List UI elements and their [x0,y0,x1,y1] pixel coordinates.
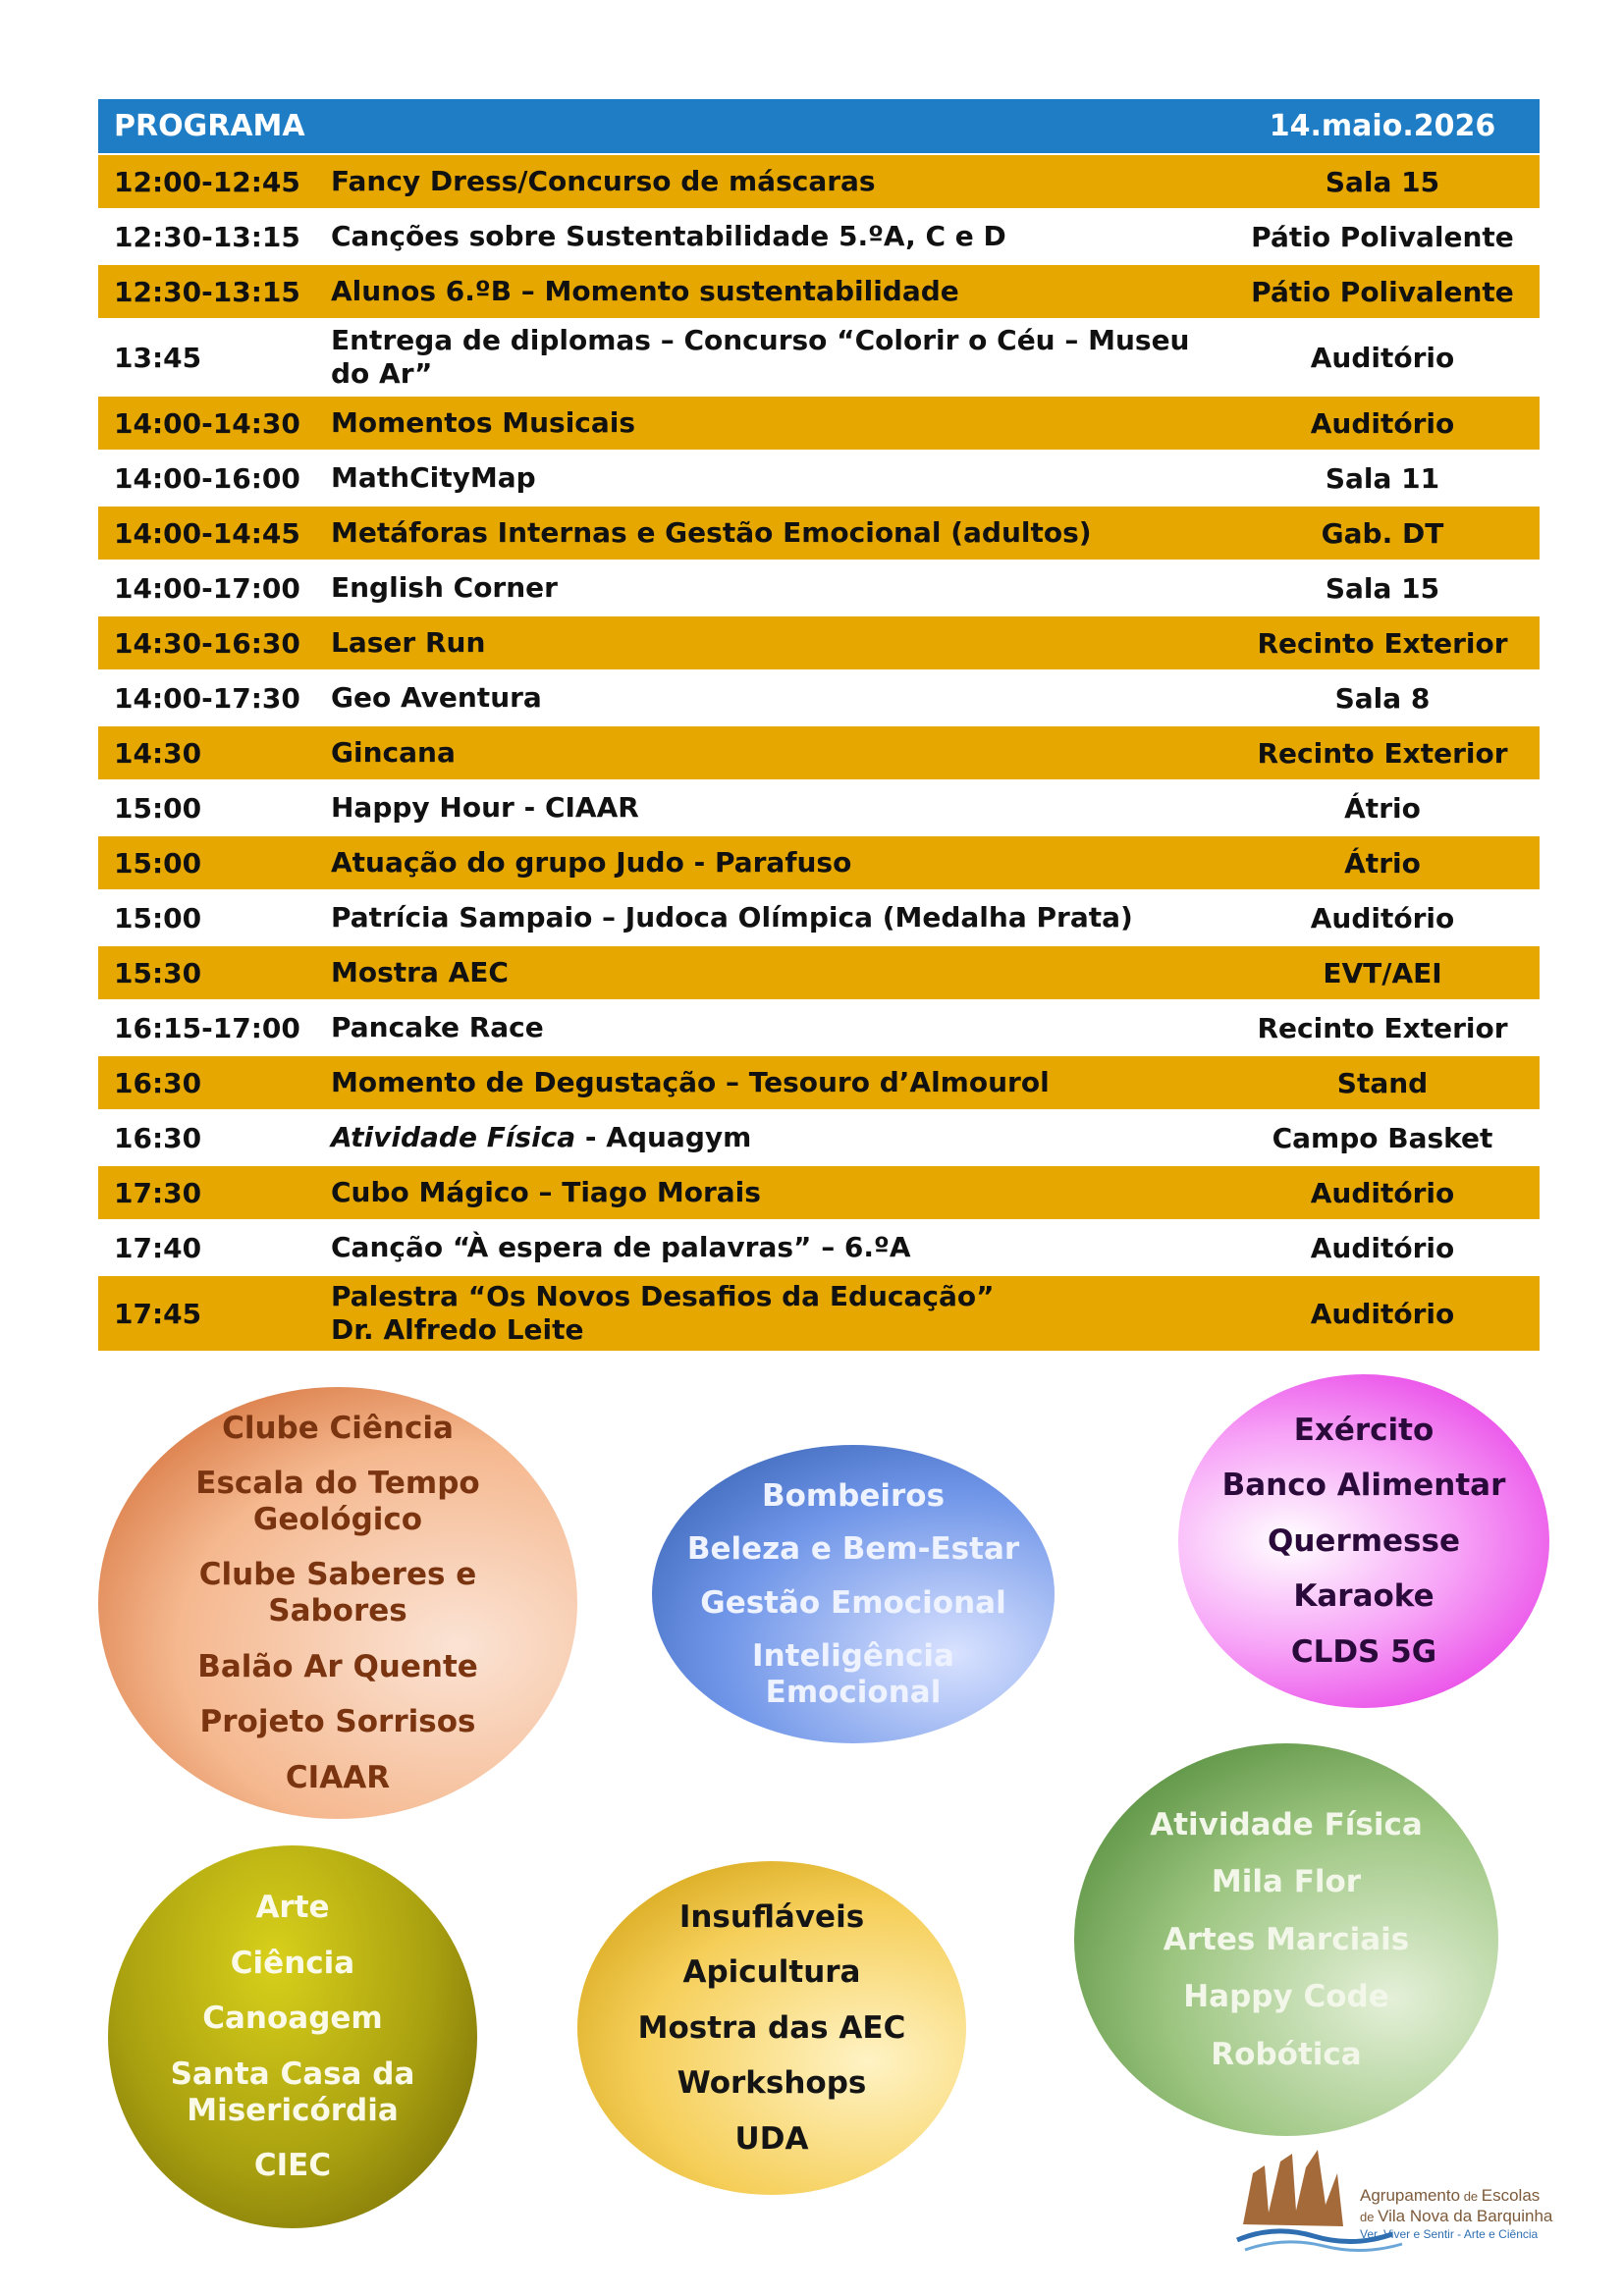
logo-line2b: Vila Nova da Barquinha [1378,2207,1553,2226]
row-activity-text: Geo Aventura [331,681,542,715]
table-row [98,1111,1540,1166]
program-table [98,99,1540,1353]
row-location: Átrio [1344,846,1421,880]
circle-item: Santa Casa da Misericórdia [170,2056,415,2128]
circle-orange [98,1387,577,1819]
row-time: 17:30 [114,1176,202,1209]
table-row [98,452,1540,507]
row-activity-line2: Dr. Alfredo Leite [331,1313,584,1346]
row-location: Recinto Exterior [1257,736,1508,770]
row-time: 16:15-17:00 [114,1011,300,1044]
row-activity-text: Pancake Race [331,1011,544,1044]
row-activity [331,275,1225,308]
row-activity [331,956,1225,989]
table-row [98,1166,1540,1221]
row-activity-text: Momento de Degustação – Tesouro d’Almourol [331,1066,1050,1099]
row-activity-text: Momentos Musicais [331,406,636,440]
row-activity-text: Patrícia Sampaio – Judoca Olímpica (Medalha Prata) [331,901,1133,934]
circle-item: Canoagem [202,2001,383,2037]
row-activity-text: - Aquagym [575,1121,752,1154]
row-location: Auditório [1310,1297,1455,1330]
table-row [98,726,1540,781]
circle-item: Robótica [1211,2036,1362,2072]
circle-item: Inteligência Emocional [752,1638,954,1710]
table-row [98,616,1540,671]
table-row [98,210,1540,265]
table-row [98,155,1540,210]
circle-item: Apicultura [682,1954,861,1991]
logo-line2a: de [1360,2210,1379,2225]
row-time: 14:00-16:00 [114,461,300,495]
logo-text [1360,2185,1552,2242]
row-activity [331,1011,1225,1044]
circle-item: UDA [734,2120,809,2157]
circle-green [1074,1743,1498,2136]
circle-blue [652,1445,1055,1743]
row-location: Auditório [1310,901,1455,934]
row-location: Stand [1336,1066,1429,1099]
row-activity-text: Laser Run [331,626,486,660]
row-activity [331,516,1225,550]
program-rows [98,155,1540,1353]
table-row [98,1056,1540,1111]
row-activity-text: MathCityMap [331,461,536,495]
row-activity-text: Mostra AEC [331,956,509,989]
row-activity-text: Metáforas Internas e Gestão Emocional (adultos) [331,516,1092,550]
table-row [98,320,1540,397]
row-location: Sala 15 [1325,165,1440,198]
row-activity [331,571,1225,605]
circle-item: Bombeiros [761,1477,946,1514]
row-location: Auditório [1310,1176,1455,1209]
row-activity-text: Entrega de diplomas – Concurso “Colorir o Céu – Museu do Ar” [331,324,1190,390]
table-row [98,946,1540,1001]
row-location: Auditório [1310,1231,1455,1264]
row-time: 14:30-16:30 [114,626,300,660]
row-time: 14:30 [114,736,202,770]
row-time: 16:30 [114,1121,202,1154]
row-time: 15:30 [114,956,202,989]
circle-item: Atividade Física [1150,1806,1423,1842]
circle-pink [1178,1374,1549,1708]
table-row [98,561,1540,616]
row-location: Recinto Exterior [1257,626,1508,660]
circle-item: Mila Flor [1211,1864,1362,1900]
row-activity-text: Cubo Mágico – Tiago Morais [331,1176,761,1209]
circle-item: Karaoke [1293,1578,1435,1615]
table-row [98,1276,1540,1353]
row-activity [331,901,1225,934]
row-activity-text: Fancy Dress/Concurso de máscaras [331,165,876,198]
table-row [98,1221,1540,1276]
row-location: Sala 11 [1325,461,1440,495]
row-activity [331,324,1225,390]
row-location: EVT/AEI [1323,956,1442,989]
program-date: 14.maio.2026 [1269,109,1496,143]
row-time: 15:00 [114,901,202,934]
table-row [98,265,1540,320]
row-activity [331,1176,1225,1209]
circle-item: Clube Ciência [222,1410,454,1446]
row-time: 13:45 [114,341,202,374]
row-time: 12:00-12:45 [114,165,300,198]
row-activity-italic: Atividade Física [331,1121,576,1154]
row-activity [331,846,1225,880]
logo-line1b: de [1460,2189,1482,2204]
row-activity [331,1121,1225,1154]
row-location: Pátio Polivalente [1251,275,1514,308]
circle-item: Insufláveis [678,1898,865,1935]
row-activity-text: Gincana [331,736,456,770]
row-activity [331,681,1225,715]
row-activity-text: Canções sobre Sustentabilidade 5.ºA, C e D [331,220,1006,253]
circle-item: Gestão Emocional [700,1584,1006,1621]
row-activity-text: Canção “À espera de palavras” – 6.ºA [331,1231,911,1264]
circle-item: Ciência [230,1945,355,1981]
row-time: 12:30-13:15 [114,275,300,308]
table-row [98,836,1540,891]
circle-item: Exército [1293,1412,1435,1448]
row-time: 15:00 [114,791,202,825]
circle-item: Mostra das AEC [637,2009,906,2046]
circle-item: Projeto Sorrisos [199,1704,476,1740]
circle-item: Workshops [677,2065,867,2102]
circle-item: Beleza e Bem-Estar [686,1531,1020,1568]
program-title: PROGRAMA [114,109,305,143]
circle-item: Escala do Tempo Geológico [195,1466,480,1537]
table-row [98,891,1540,946]
row-activity [331,165,1225,198]
circle-yellow [577,1861,966,2195]
circle-item: CLDS 5G [1290,1633,1437,1670]
row-activity-text: Palestra “Os Novos Desafios da Educação” [331,1280,995,1313]
table-row [98,507,1540,561]
row-location: Auditório [1310,341,1455,374]
row-time: 14:00-14:45 [114,516,300,550]
circle-item: Happy Code [1183,1979,1389,2015]
logo-line1c: Escolas [1481,2186,1541,2205]
row-time: 14:00-17:00 [114,571,300,605]
row-activity-text: Alunos 6.ºB – Momento sustentabilidade [331,275,959,308]
row-location: Sala 15 [1325,571,1440,605]
row-activity [331,220,1225,253]
row-location: Gab. DT [1321,516,1444,550]
circle-item: Quermesse [1268,1522,1460,1559]
row-time: 16:30 [114,1066,202,1099]
row-time: 17:45 [114,1297,202,1330]
row-location: Átrio [1344,791,1421,825]
row-location: Recinto Exterior [1257,1011,1508,1044]
row-activity [331,406,1225,440]
row-activity [331,1066,1225,1099]
circle-item: CIEC [253,2148,332,2184]
logo-line1a: Agrupamento [1360,2186,1461,2205]
row-time: 17:40 [114,1231,202,1264]
circle-item: Banco Alimentar [1221,1468,1506,1504]
table-row [98,671,1540,726]
row-activity [331,736,1225,770]
circle-item: Balão Ar Quente [197,1648,478,1684]
row-location: Auditório [1310,406,1455,440]
table-row [98,397,1540,452]
row-activity-text: English Corner [331,571,558,605]
row-location: Campo Basket [1272,1121,1493,1154]
row-location: Sala 8 [1334,681,1431,715]
program-header [98,99,1540,155]
row-time: 14:00-17:30 [114,681,300,715]
row-activity [331,1231,1225,1264]
logo-tagline: Ver, Viver e Sentir - Arte e Ciência [1360,2226,1539,2241]
row-time: 15:00 [114,846,202,880]
circle-item: Clube Saberes e Sabores [198,1557,477,1629]
row-time: 14:00-14:30 [114,406,300,440]
circle-item: Arte [255,1890,330,1926]
row-activity [331,626,1225,660]
row-activity [331,1280,1225,1346]
row-time: 12:30-13:15 [114,220,300,253]
table-row [98,781,1540,836]
circle-item: CIAAR [285,1759,391,1795]
row-activity-text: Happy Hour - CIAAR [331,791,639,825]
circle-item: Artes Marciais [1163,1921,1410,1957]
row-activity [331,461,1225,495]
table-row [98,1001,1540,1056]
row-activity-text: Atuação do grupo Judo - Parafuso [331,846,852,880]
circle-olive [108,1845,477,2228]
row-location: Pátio Polivalente [1251,220,1514,253]
row-activity [331,791,1225,825]
